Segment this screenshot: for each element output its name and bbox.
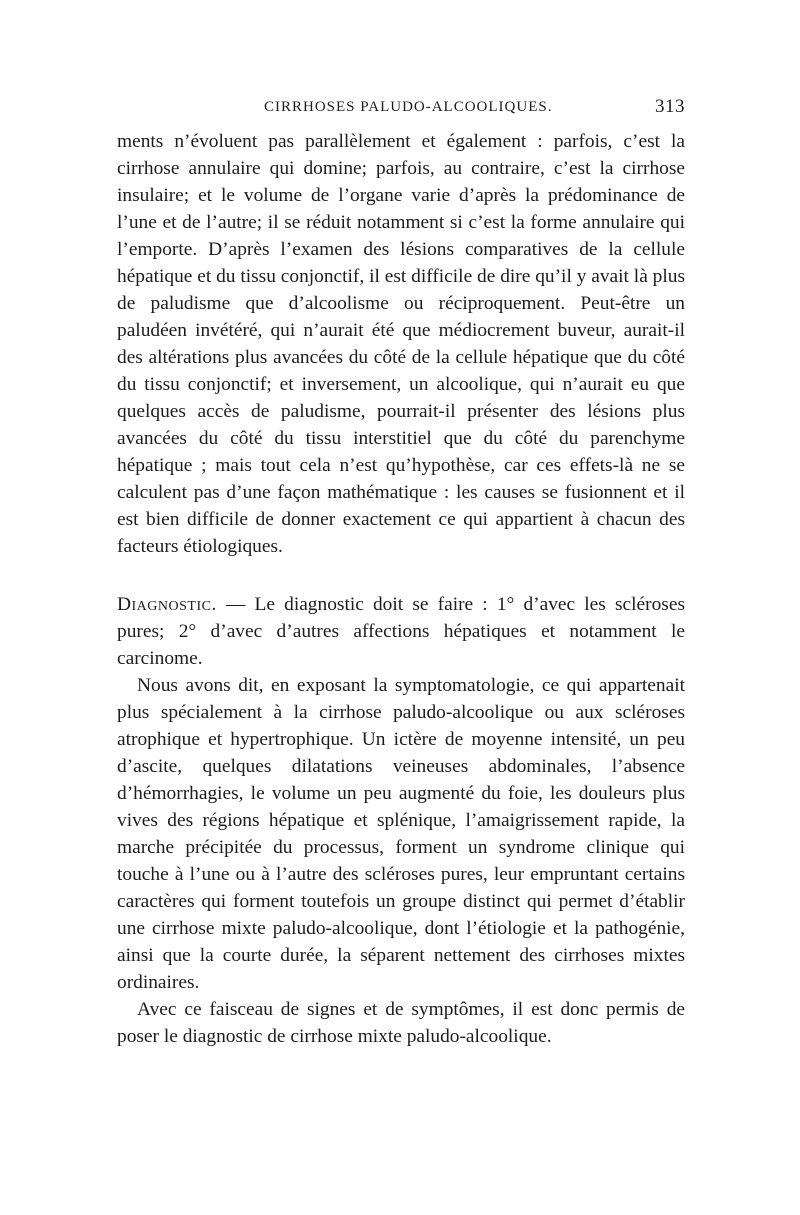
paragraph-diagnostic (117, 591, 685, 672)
section-heading-diagnostic: Diagnostic. (117, 594, 217, 615)
paragraph-continuation: ments n’évoluent pas parallèlement et également : parfois, c’est la cirrhose annulaire qui domine; parfois, au contraire, c’est la cirrhose insulaire; et le volume de l’organe varie d’après la prédominance de l’une et de l’autre; il se réduit notamment si c’est la forme annulaire qui l’emporte. D’après l’examen des lésions comparatives de la cellule hépatique et du tissu conjonctif, il est difficile de dire qu’il y avait là plus de paludisme que d’alcoolisme ou réciproquement. Peut-être un paludéen invétéré, qui n’aurait été que médiocrement buveur, aurait-il des altérations plus avancées du côté de la cellule hépatique que du côté du tissu conjonctif; et inversement, un alcoolique, qui n’aurait eu que quelques accès de paludisme, pourrait-il présenter des lésions plus avancées du côté du tissu interstitiel que du côté du parenchyme hépatique ; mais tout cela n’est qu’hypothèse, car ces effets-là ne se calculent pas d’une façon mathématique : les causes se fusionnent et il est bien difficile de donner exactement ce qui appartient à chacun des facteurs étiologiques. (117, 131, 685, 557)
running-header (117, 96, 685, 120)
page-number: 313 (655, 96, 685, 117)
running-title: CIRRHOSES PALUDO-ALCOOLIQUES. (264, 99, 553, 115)
paragraph-symptomatology: Nous avons dit, en exposant la symptomatologie, ce qui appartenait plus spécialement à la cirrhose paludo-alcoolique ou aux scléroses atrophique et hypertrophique. Un ictère de moyenne intensité, un peu d’ascite, quelques dilatations veineuses abdominales, l’absence d’hémorrhagies, le volume un peu augmenté du foie, les douleurs plus vives des régions hépatique et splénique, l’amaigrissement rapide, la marche précipitée du processus, forment un syndrome clinique qui touche à l’une ou à l’autre des scléroses pures, leur empruntant certains caractères qui forment toutefois un groupe distinct qui permet d’établir une cirrhose mixte paludo-alcoolique, dont l’étiologie et la pathogénie, ainsi que la courte durée, la séparent nettement des cirrhoses mixtes ordinaires. (117, 675, 685, 993)
body-text (117, 128, 685, 1050)
paragraph-conclusion: Avec ce faisceau de signes et de symptômes, il est donc permis de poser le diagnostic de cirrhose mixte paludo-alcoolique. (117, 999, 685, 1047)
diagnostic-text: — Le diagnostic doit se faire : 1° d’avec les scléroses pures; 2° d’avec d’autres affections hépatiques et notamment le carcinome. (117, 594, 685, 669)
